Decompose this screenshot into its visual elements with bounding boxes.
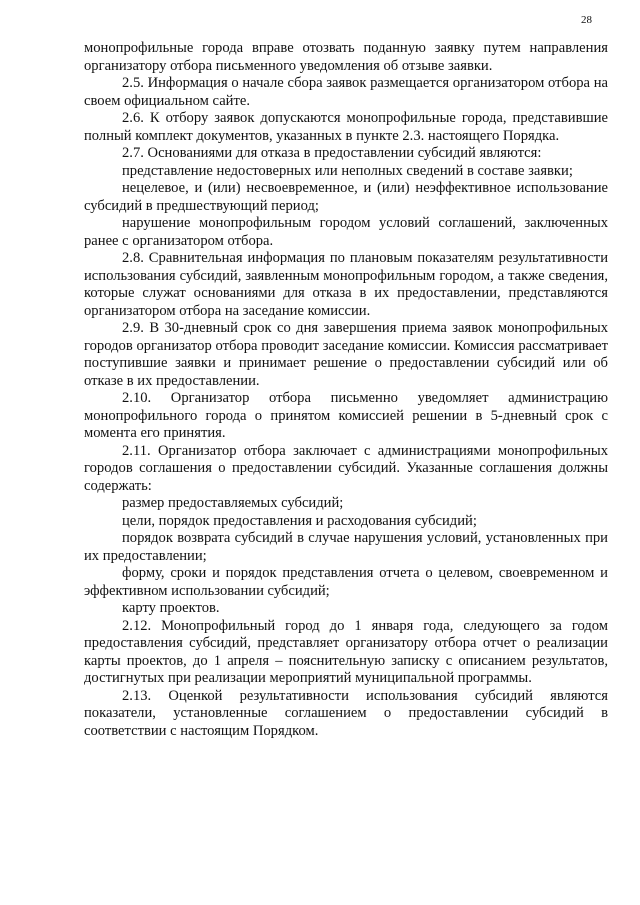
paragraph: 2.13. Оценкой результативности использования субсидий являются показатели, установленные соглашением о предоставлении субсидий в соответствии с настоящим Порядком. [84, 687, 608, 739]
paragraph: 2.8. Сравнительная информация по плановым показателям результативности использования субсидий, заявленным монопрофильным городом, а также сведения, которые служат основаниями для отказа в их предоставлении, представляются организатором отбора на заседание комиссии. [84, 250, 608, 319]
paragraph: 2.11. Организатор отбора заключает с администрациями монопрофильных городов соглашения о предоставлении субсидий. Указанные соглашения должны содержать: [84, 442, 608, 494]
paragraph: карту проектов. [122, 600, 220, 616]
paragraph: цели, порядок предоставления и расходования субсидий; [122, 512, 477, 529]
paragraph: нецелевое, и (или) несвоевременное, и (или) неэффективное использование субсидий в предшествующий период; [84, 180, 608, 214]
paragraph: представление недостоверных или неполных сведений в составе заявки; [122, 162, 573, 179]
paragraph: 2.7. Основаниями для отказа в предоставлении субсидий являются: [122, 145, 542, 161]
document-body [84, 40, 608, 740]
paragraph: 2.6. К отбору заявок допускаются монопрофильные города, представившие полный комплект документов, указанных в пункте 2.3. настоящего Порядка. [84, 110, 608, 144]
paragraph: 2.12. Монопрофильный город до 1 января года, следующего за годом предоставления субсидий, представляет организатору отбора отчет о реализации карты проектов, до 1 апреля – пояснительную записку с описанием результатов, достигнутых при реализации мероприятий муниципальной программы. [84, 617, 608, 686]
paragraph: размер предоставляемых субсидий; [122, 495, 344, 511]
page-number: 28 [581, 14, 592, 26]
paragraph: нарушение монопрофильным городом условий соглашений, заключенных ранее с организатором отбора. [84, 215, 608, 249]
paragraph: порядок возврата субсидий в случае нарушения условий, установленных при их предоставлении; [84, 530, 608, 564]
paragraph: 2.5. Информация о начале сбора заявок размещается организатором отбора на своем официальном сайте. [84, 75, 608, 109]
paragraph: форму, сроки и порядок представления отчета о целевом, своевременном и эффективном использовании субсидий; [84, 565, 608, 599]
paragraph: 2.10. Организатор отбора письменно уведомляет администрацию монопрофильного города о принятом комиссией решении в 5-дневный срок с момента его принятия. [84, 390, 608, 441]
paragraph: монопрофильные города вправе отозвать поданную заявку путем направления организатору отбора письменного уведомления об отзыве заявки. [84, 40, 608, 74]
paragraph: 2.9. В 30-дневный срок со дня завершения приема заявок монопрофильных городов организатор отбора проводит заседание комиссии. Комиссия рассматривает поступившие заявки и принимает решение о предоставлении субсидий или об отказе в их предоставлении. [84, 320, 608, 389]
